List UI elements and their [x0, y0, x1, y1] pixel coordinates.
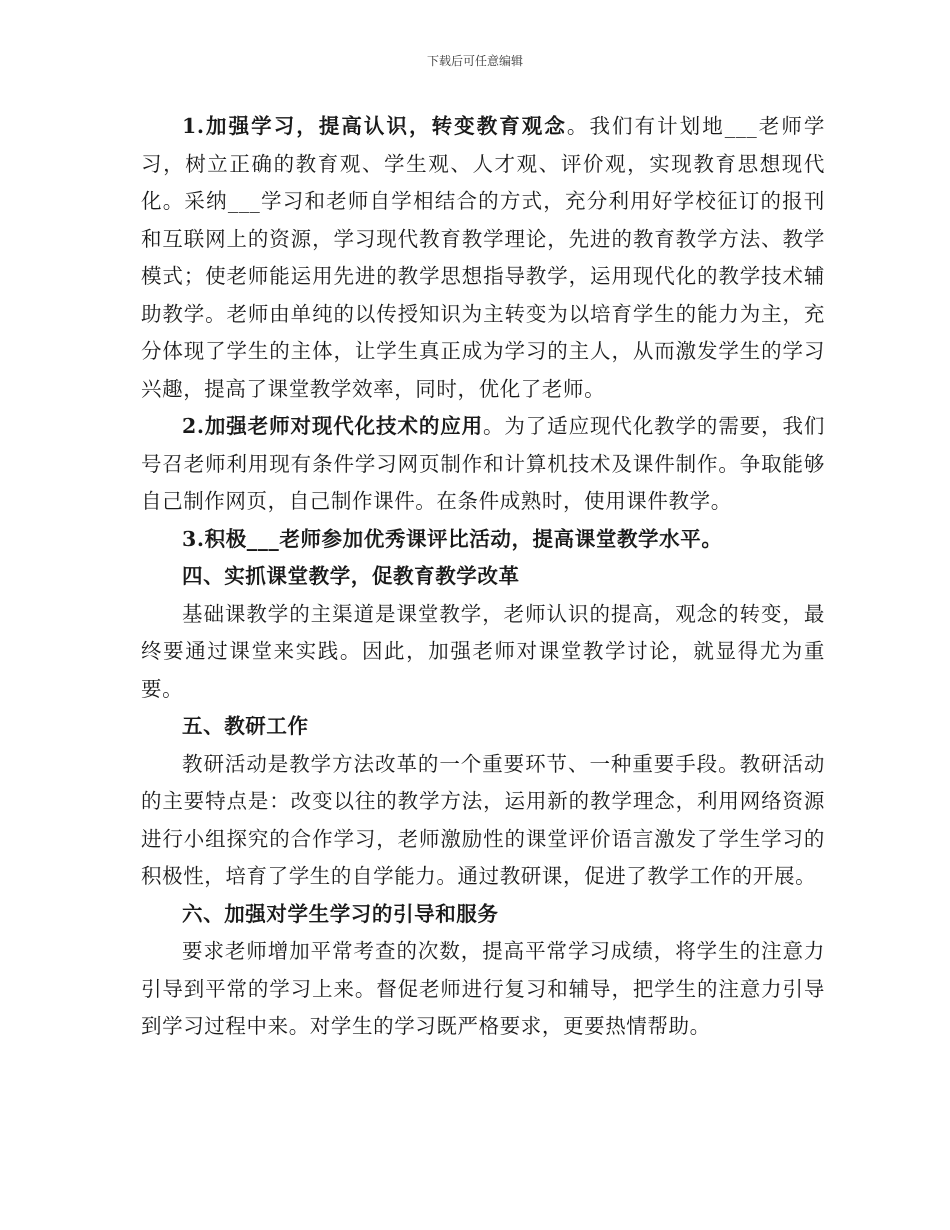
section-heading-4: 四、实抓课堂教学，促教育教学改革	[182, 564, 520, 588]
paragraph-2-body: 。为了适应现代化教学的需要，我们号召老师利用现有条件学习网页制作和计算机技术及课件制作。争取能够自己制作网页，自己制作课件。在条件成熟时，使用课件教学。	[141, 414, 825, 513]
section-heading-6: 六、加强对学生学习的引导和服务	[182, 901, 499, 926]
paragraph-4: 基础课教学的主渠道是课堂教学，老师认识的提高，观念的转变，最终要通过课堂来实践。因此，加强老师对课堂教学讨论，就显得尤为重要。	[141, 601, 825, 701]
paragraph-3: 3.积极___老师参加优秀课评比活动，提高课堂教学水平。	[182, 526, 723, 551]
paragraph-2	[141, 408, 825, 521]
section-heading-5: 五、教研工作	[182, 714, 309, 738]
document-body	[141, 108, 825, 1046]
header-note: 下载后可任意编辑	[426, 54, 523, 68]
paragraph-2-lead: 2.加强老师对现代化技术的应用	[182, 414, 483, 438]
paragraph-1-lead: 1.加强学习，提高认识，转变教育观念	[182, 114, 567, 138]
paragraph-1-body: 。我们有计划地___老师学习，树立正确的教育观、学生观、人才观、评价观，实现教育思想现代化。采纳___学习和老师自学相结合的方式，充分利用好学校征订的报刊和互联网上的资源，学习现代教育教学理论，先进的教育教学方法、教学模式；使老师能运用先进的教学思想指导教学，运用现代化的教学技术辅助教学。老师由单纯的以传授知识为主转变为以培育学生的能力为主，充分体现了学生的主体，让学生真正成为学习的主人，从而激发学生的学习兴趣，提高了课堂教学效率，同时，优化了老师。	[141, 114, 825, 401]
paragraph-5: 教研活动是教学方法改革的一个重要环节、一种重要手段。教研活动的主要特点是：改变以往的教学方法，运用新的教学理念，利用网络资源进行小组探究的合作学习，老师激励性的课堂评价语言激发了学生学习的积极性，培育了学生的自学能力。通过教研课，促进了教学工作的开展。	[141, 751, 825, 888]
paragraph-6: 要求老师增加平常考查的次数，提高平常学习成绩，将学生的注意力引导到平常的学习上来。督促老师进行复习和辅导，把学生的注意力引导到学习过程中来。对学生的学习既严格要求，更要热情帮助。	[141, 939, 825, 1038]
paragraph-1	[141, 108, 825, 408]
